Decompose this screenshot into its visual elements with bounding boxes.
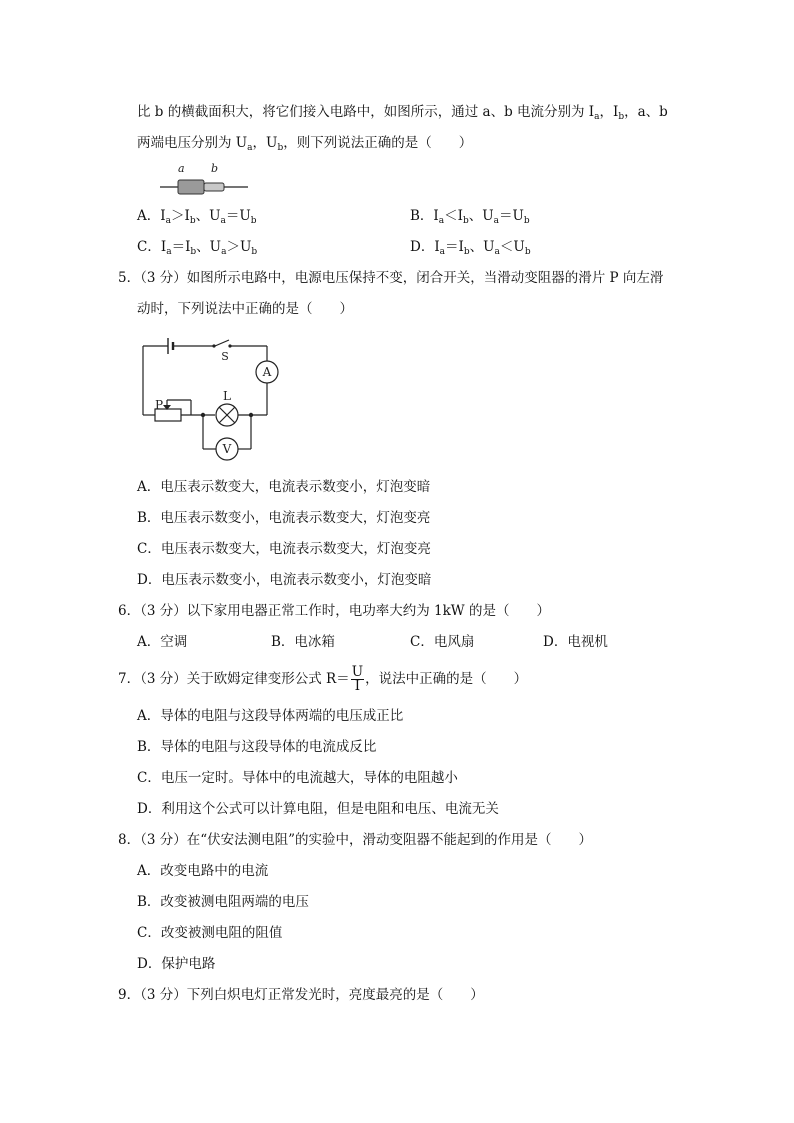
q4-option-d: D．$I_a=I_b$、$U_a<U_b$ bbox=[410, 239, 531, 257]
q4-option-a: A．$I_a>I_b$、$U_a=U_b$ bbox=[137, 208, 257, 226]
q8-stem: 8．（3 分）在“伏安法测电阻”的实验中，滑动变阻器不能起到的作用是（ ） bbox=[118, 832, 593, 848]
q7-option-a: A．导体的电阻与这段导体两端的电压成正比 bbox=[137, 708, 404, 724]
label-b: b bbox=[211, 162, 219, 175]
switch-blade bbox=[215, 340, 229, 346]
q4-option-b: B．$I_a<I_b$、$U_a=U_b$ bbox=[410, 208, 530, 226]
q5-option-b: B．电压表示数变小，电流表示数变大，灯泡变亮 bbox=[137, 510, 431, 526]
voltmeter-label: V bbox=[222, 442, 232, 456]
switch-contact bbox=[228, 344, 231, 347]
q4-option-c: C．$I_a=I_b$、$U_a>U_b$ bbox=[137, 239, 258, 257]
junction-dot bbox=[249, 413, 253, 417]
ammeter-label: A bbox=[262, 365, 272, 379]
q5-option-d: D．电压表示数变小，电流表示数变小，灯泡变暗 bbox=[137, 572, 432, 588]
q7-option-b: B．导体的电阻与这段导体的电流成反比 bbox=[137, 739, 377, 755]
q8-option-d: D．保护电路 bbox=[137, 956, 216, 972]
q6-option-d: D．电视机 bbox=[543, 634, 608, 650]
q5-option-c: C．电压表示数变大，电流表示数变大，灯泡变亮 bbox=[137, 541, 431, 557]
q8-option-a: A．改变电路中的电流 bbox=[137, 863, 269, 879]
switch-contact bbox=[212, 344, 215, 347]
q9-stem: 9．（3 分）下列白炽电灯正常发光时，亮度最亮的是（ ） bbox=[118, 987, 484, 1003]
q5-option-a: A．电压表示数变大，电流表示数变小，灯泡变暗 bbox=[137, 479, 431, 495]
q6-stem: 6．（3 分）以下家用电器正常工作时，电功率大约为 1kW 的是（ ） bbox=[118, 603, 550, 619]
slider-label: P bbox=[154, 398, 164, 412]
q6-option-c: C．电风扇 bbox=[410, 634, 475, 650]
q8-option-b: B．改变被测电阻两端的电压 bbox=[137, 894, 309, 910]
q4-stem-line1: 比 b 的横截面积大，将它们接入电路中，如图所示，通过 a、b 电流分别为 $I_a$，$I_b$，a、b bbox=[137, 104, 668, 122]
junction-dot bbox=[201, 413, 205, 417]
q8-option-c: C．改变被测电阻的阻值 bbox=[137, 925, 283, 941]
q5-stem-line2: 动时，下列说法中正确的是（ ） bbox=[137, 301, 353, 317]
q6-option-a: A．空调 bbox=[137, 634, 188, 650]
conductor-figure bbox=[160, 160, 255, 194]
q5-stem-line1: 5．（3 分）如图所示电路中，电源电压保持不变，闭合开关，当滑动变阻器的滑片 P 向左滑 bbox=[118, 270, 664, 286]
switch-label: S bbox=[221, 350, 229, 363]
q7-option-d: D．利用这个公式可以计算电阻，但是电阻和电压、电流无关 bbox=[137, 801, 499, 817]
circuit-diagram bbox=[135, 333, 285, 468]
q7-option-c: C．电压一定时。导体中的电流越大，导体的电阻越小 bbox=[137, 770, 458, 786]
q6-option-b: B．电冰箱 bbox=[271, 634, 335, 650]
lamp-label: L bbox=[223, 389, 231, 403]
q7-stem: 7．（3 分）关于欧姆定律变形公式 R＝ $\frac{U}{I}$ ，说法中正确的是（ ） bbox=[118, 664, 528, 694]
label-a: a bbox=[178, 162, 185, 175]
conductor-b bbox=[204, 183, 224, 191]
formula-fraction: $\frac{U}{I}$ bbox=[351, 664, 364, 694]
conductor-a bbox=[178, 180, 204, 194]
q4-stem-line2: 两端电压分别为 $U_a$，$U_b$，则下列说法正确的是（ ） bbox=[137, 135, 473, 153]
